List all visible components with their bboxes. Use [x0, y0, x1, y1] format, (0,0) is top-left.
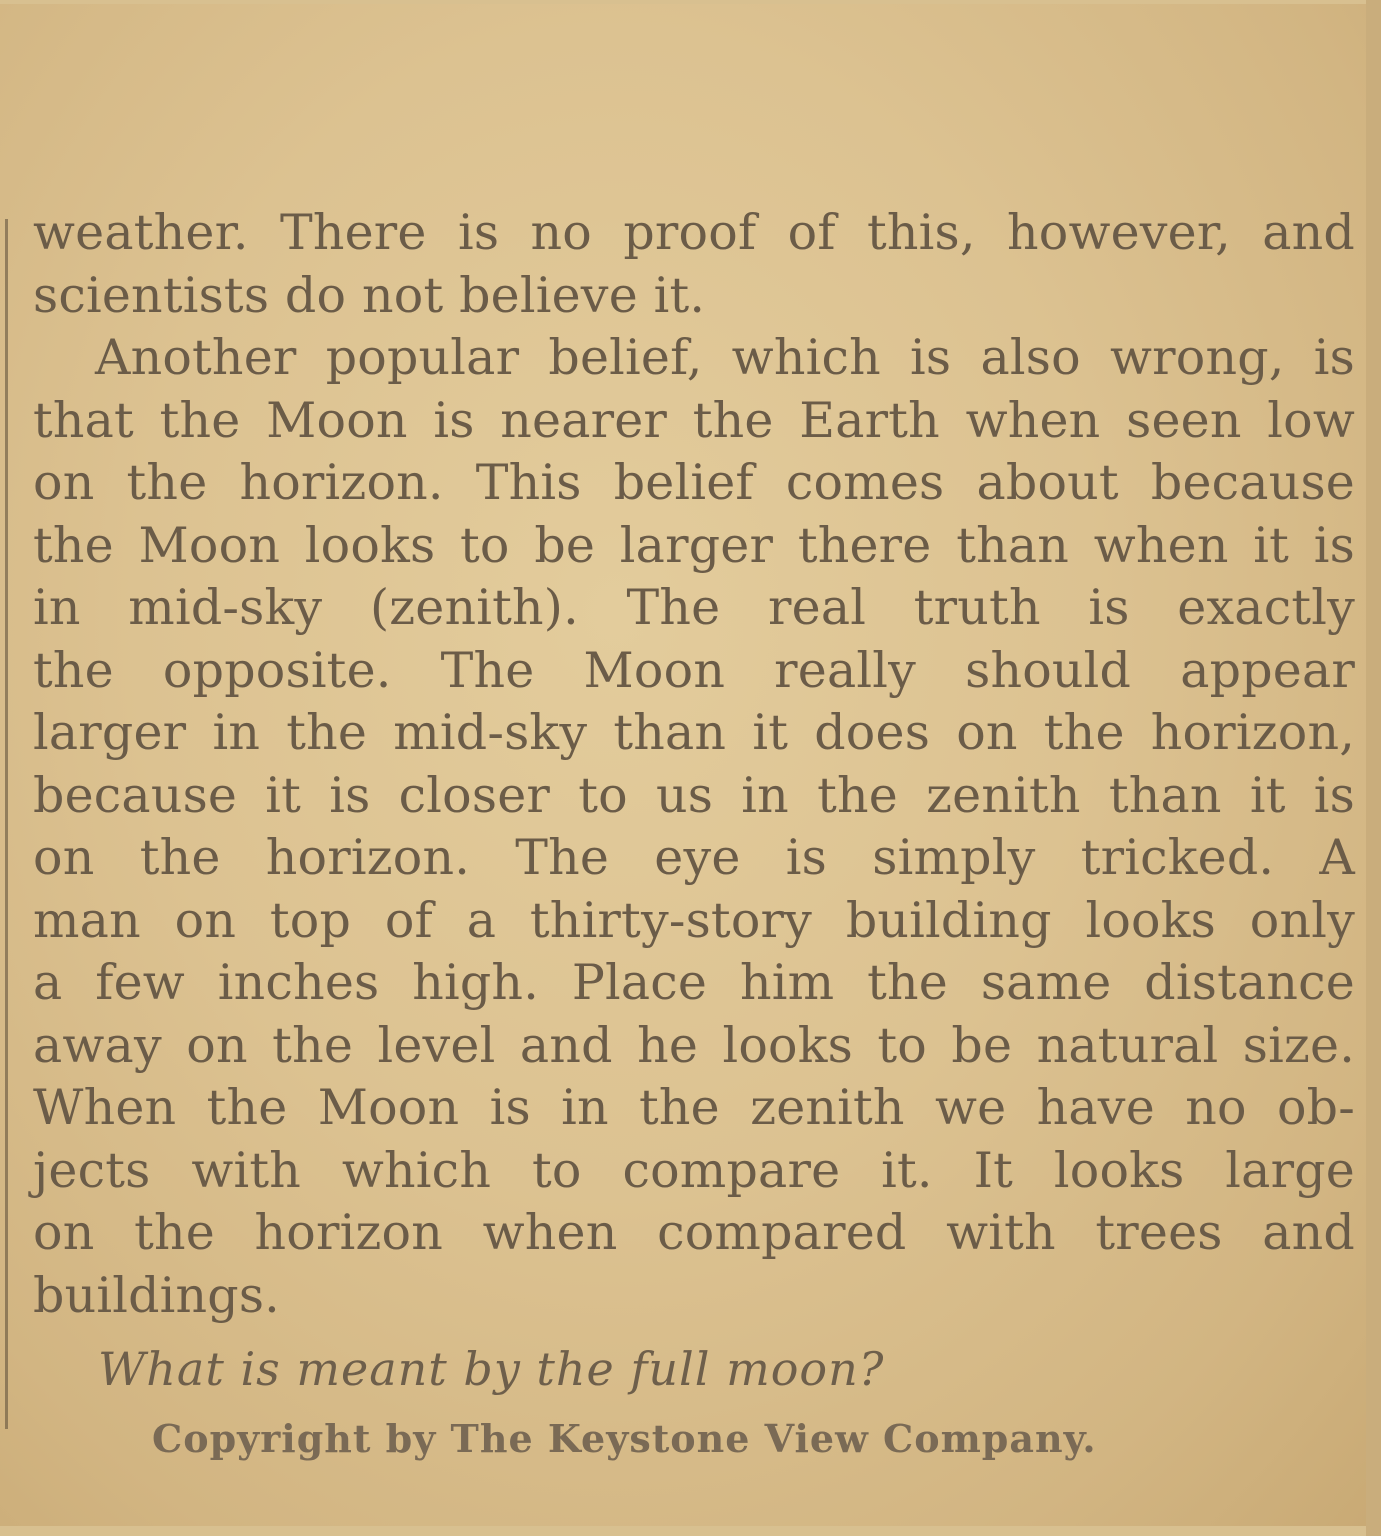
text-line: the Moon looks to be larger there than when it is [33, 516, 1355, 574]
text-line: away on the level and he looks to be natural size. [33, 1016, 1355, 1074]
text-line: on the horizon. The eye is simply tricked. A [33, 829, 1355, 886]
text-line: a few inches high. Place him the same distance [33, 954, 1355, 1011]
text-line: weather. There is no proof of this, however, and [33, 204, 1355, 261]
text-line: man on top of a thirty-story building looks only [33, 891, 1355, 949]
text-line: because it is closer to us in the zenith than it is [33, 766, 1355, 824]
text-line: When the Moon is in the zenith we have no ob- [33, 1079, 1355, 1136]
copyright-notice: Copyright by The Keystone View Company. [152, 1416, 1097, 1461]
text-line: larger in the mid-sky than it does on the horizon, [33, 704, 1355, 761]
text-line: on the horizon when compared with trees and [33, 1204, 1355, 1261]
text-line: scientists do not believe it. [33, 266, 706, 324]
text-line: on the horizon. This belief comes about because [33, 454, 1355, 511]
text-line: buildings. [33, 1266, 280, 1324]
body-text [33, 202, 1355, 1327]
text-line: in mid-sky (zenith). The real truth is exactly [33, 579, 1355, 636]
text-line: that the Moon is nearer the Earth when seen low [33, 391, 1355, 449]
text-line: jects with which to compare it. It looks large [33, 1141, 1355, 1199]
question-text: What is meant by the full moon? [98, 1342, 885, 1396]
card-edge [1366, 0, 1381, 1536]
text-line: Another popular belief, which is also wrong, is [95, 329, 1355, 386]
left-border-rule [5, 219, 8, 1429]
card [0, 4, 1366, 1526]
text-line: the opposite. The Moon really should appear [33, 641, 1355, 699]
